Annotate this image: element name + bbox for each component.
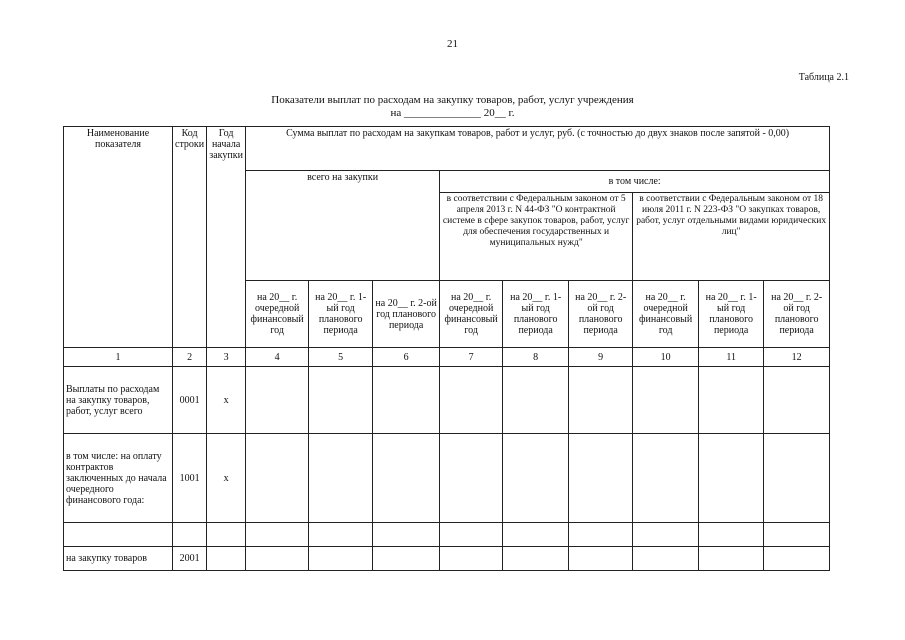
- value-cell[interactable]: [764, 434, 830, 523]
- value-cell[interactable]: [764, 367, 830, 434]
- row-name: Выплаты по расходам на закупку товаров, работ, услуг всего: [64, 367, 173, 434]
- header-total: всего на закупки: [246, 171, 440, 281]
- value-cell[interactable]: [440, 367, 503, 434]
- header-period-1: на 20__ г. очередной финансовый год: [440, 281, 503, 348]
- table-row: [64, 367, 830, 434]
- column-number: 8: [503, 348, 569, 367]
- value-cell[interactable]: [309, 367, 373, 434]
- column-number: 12: [764, 348, 830, 367]
- value-cell[interactable]: [699, 367, 764, 434]
- value-cell[interactable]: [633, 523, 699, 547]
- table-title: [0, 94, 905, 120]
- row-name: в том числе: на оплату контрактов заключенных до начала очередного финансового года:: [64, 434, 173, 523]
- column-number: 10: [633, 348, 699, 367]
- header-law-223: в соответствии с Федеральным законом от 18 июля 2011 г. N 223-ФЗ "О закупках товаров, работ, услуг отдельными видами юридических лиц": [633, 193, 830, 281]
- row-code: 1001: [173, 434, 207, 523]
- row-name: на закупку товаров: [64, 547, 173, 571]
- header-period-3: на 20__ г. 2-ой год планового периода: [764, 281, 830, 348]
- header-year: Год начала закупки: [207, 127, 246, 348]
- value-cell[interactable]: [246, 523, 309, 547]
- row-year: [207, 547, 246, 571]
- table-row: [64, 547, 830, 571]
- header-name: Наименование показателя: [64, 127, 173, 348]
- row-year: x: [207, 367, 246, 434]
- value-cell[interactable]: [373, 547, 440, 571]
- row-code: [173, 523, 207, 547]
- table-row: [64, 434, 830, 523]
- value-cell[interactable]: [699, 434, 764, 523]
- row-name: [64, 523, 173, 547]
- value-cell[interactable]: [503, 367, 569, 434]
- value-cell[interactable]: [633, 434, 699, 523]
- value-cell[interactable]: [699, 523, 764, 547]
- header-code: Код строки: [173, 127, 207, 348]
- page-number: 21: [447, 38, 458, 50]
- value-cell[interactable]: [373, 367, 440, 434]
- column-number: 11: [699, 348, 764, 367]
- column-number: 3: [207, 348, 246, 367]
- value-cell[interactable]: [246, 547, 309, 571]
- row-year: [207, 523, 246, 547]
- header-period-2: на 20__ г. 1-ый год планового периода: [309, 281, 373, 348]
- header-period-1: на 20__ г. очередной финансовый год: [246, 281, 309, 348]
- value-cell[interactable]: [699, 547, 764, 571]
- header-including: в том числе:: [440, 171, 830, 193]
- row-code: 2001: [173, 547, 207, 571]
- value-cell[interactable]: [440, 523, 503, 547]
- value-cell[interactable]: [503, 547, 569, 571]
- value-cell[interactable]: [569, 547, 633, 571]
- value-cell[interactable]: [246, 434, 309, 523]
- header-period-2: на 20__ г. 1-ый год планового периода: [503, 281, 569, 348]
- column-number: 2: [173, 348, 207, 367]
- title-line-2: на ______________ 20__ г.: [390, 107, 515, 119]
- value-cell[interactable]: [569, 434, 633, 523]
- row-code: 0001: [173, 367, 207, 434]
- value-cell[interactable]: [309, 523, 373, 547]
- header-law-44: в соответствии с Федеральным законом от 5 апреля 2013 г. N 44-ФЗ "О контрактной системе в сфере закупок товаров, работ, услуг для обеспечения государственных и муниципальных нужд": [440, 193, 633, 281]
- header-period-3: на 20__ г. 2-ой год планового периода: [569, 281, 633, 348]
- table-label: Таблица 2.1: [798, 72, 849, 83]
- value-cell[interactable]: [569, 523, 633, 547]
- title-line-1: Показатели выплат по расходам на закупку товаров, работ, услуг учреждения: [271, 94, 634, 106]
- column-number: 1: [64, 348, 173, 367]
- payments-table: [63, 126, 830, 571]
- header-period-1: на 20__ г. очередной финансовый год: [633, 281, 699, 348]
- header-period-2: на 20__ г. 1-ый год планового периода: [699, 281, 764, 348]
- column-number: 9: [569, 348, 633, 367]
- value-cell[interactable]: [373, 434, 440, 523]
- table-row: [64, 523, 830, 547]
- column-number: 5: [309, 348, 373, 367]
- value-cell[interactable]: [764, 547, 830, 571]
- value-cell[interactable]: [309, 547, 373, 571]
- value-cell[interactable]: [440, 434, 503, 523]
- header-sum: Сумма выплат по расходам на закупкам товаров, работ и услуг, руб. (с точностью до двух знаков после запятой - 0,00): [246, 127, 830, 171]
- value-cell[interactable]: [503, 523, 569, 547]
- value-cell[interactable]: [309, 434, 373, 523]
- column-number-row: [64, 348, 830, 367]
- value-cell[interactable]: [633, 367, 699, 434]
- row-year: x: [207, 434, 246, 523]
- value-cell[interactable]: [373, 523, 440, 547]
- value-cell[interactable]: [246, 367, 309, 434]
- value-cell[interactable]: [633, 547, 699, 571]
- value-cell[interactable]: [764, 523, 830, 547]
- value-cell[interactable]: [440, 547, 503, 571]
- header-period-3: на 20__ г. 2-ой год планового периода: [373, 281, 440, 348]
- column-number: 4: [246, 348, 309, 367]
- value-cell[interactable]: [569, 367, 633, 434]
- column-number: 6: [373, 348, 440, 367]
- value-cell[interactable]: [503, 434, 569, 523]
- column-number: 7: [440, 348, 503, 367]
